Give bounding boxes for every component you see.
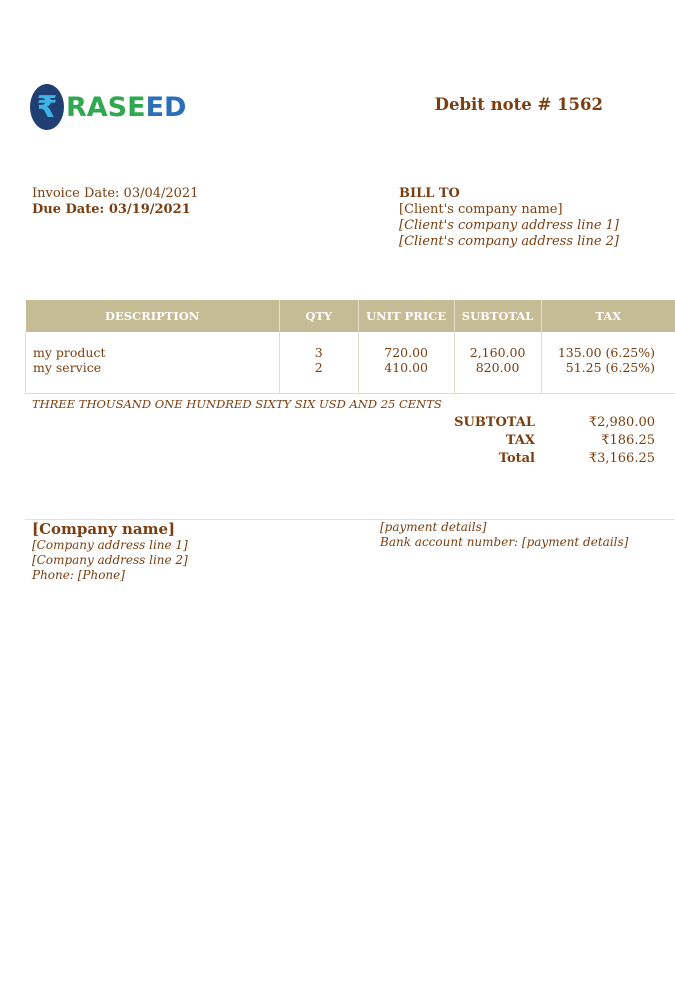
qty-cell — [279, 332, 358, 394]
client-company-name: [Client's company name] — [399, 202, 563, 217]
header-tax: TAX — [541, 300, 675, 332]
due-date: Due Date: 03/19/2021 — [32, 202, 191, 217]
tax-value: ₹186.25 — [601, 433, 655, 448]
company-phone: Phone: [Phone] — [32, 568, 125, 582]
logo-wordmark: RASEED — [66, 91, 187, 123]
row-unit-price: 720.00 — [384, 345, 429, 360]
bill-to-block — [399, 186, 619, 250]
header-subtotal: SUBTOTAL — [454, 300, 541, 332]
tax-cell — [541, 332, 675, 394]
row-tax: 51.25 (6.25%) — [565, 360, 655, 375]
company-info — [32, 520, 188, 583]
subtotal-label: SUBTOTAL — [454, 415, 535, 430]
row-subtotal: 2,160.00 — [469, 345, 526, 360]
client-address-line-1: [Client's company address line 1] — [399, 218, 619, 233]
description-cell — [26, 332, 280, 394]
subtotal-cell — [454, 332, 541, 394]
header-unit-price: UNIT PRICE — [358, 300, 454, 332]
row-subtotal: 820.00 — [475, 360, 520, 375]
header-qty: QTY — [279, 300, 358, 332]
table-header-row — [26, 300, 675, 332]
tax-row — [420, 432, 655, 450]
total-label: Total — [498, 451, 535, 466]
company-logo — [30, 83, 186, 131]
tax-label: TAX — [505, 433, 535, 448]
unit-price-cell — [358, 332, 454, 394]
document-title: Debit note # 1562 — [434, 95, 603, 114]
row-unit-price: 410.00 — [384, 360, 429, 375]
company-address-line-1: [Company address line 1] — [32, 538, 188, 552]
invoice-dates — [32, 186, 198, 218]
row-qty: 3 — [314, 345, 323, 360]
invoice-date: Invoice Date: 03/04/2021 — [32, 186, 199, 201]
row-description: my product — [33, 345, 106, 360]
bank-account-number: Bank account number: [payment details] — [380, 535, 629, 549]
subtotal-row — [420, 414, 655, 432]
amount-in-words: THREE THOUSAND ONE HUNDRED SIXTY SIX USD AND 25 CENTS — [32, 397, 442, 411]
row-tax: 135.00 (6.25%) — [557, 345, 655, 360]
table-row — [26, 332, 675, 394]
totals-block — [420, 414, 655, 468]
payment-details: [payment details] — [380, 520, 487, 534]
line-items-table — [25, 300, 675, 394]
subtotal-value: ₹2,980.00 — [588, 415, 655, 430]
payment-info — [380, 520, 628, 550]
rupee-icon: ₹ — [30, 84, 64, 130]
row-qty: 2 — [314, 360, 323, 375]
header-description: DESCRIPTION — [26, 300, 280, 332]
total-value: ₹3,166.25 — [588, 451, 655, 466]
row-description: my service — [33, 360, 102, 375]
total-row — [420, 450, 655, 468]
client-address-line-2: [Client's company address line 2] — [399, 234, 619, 249]
company-name: [Company name] — [32, 520, 176, 538]
company-address-line-2: [Company address line 2] — [32, 553, 188, 567]
bill-to-heading: BILL TO — [399, 186, 460, 201]
